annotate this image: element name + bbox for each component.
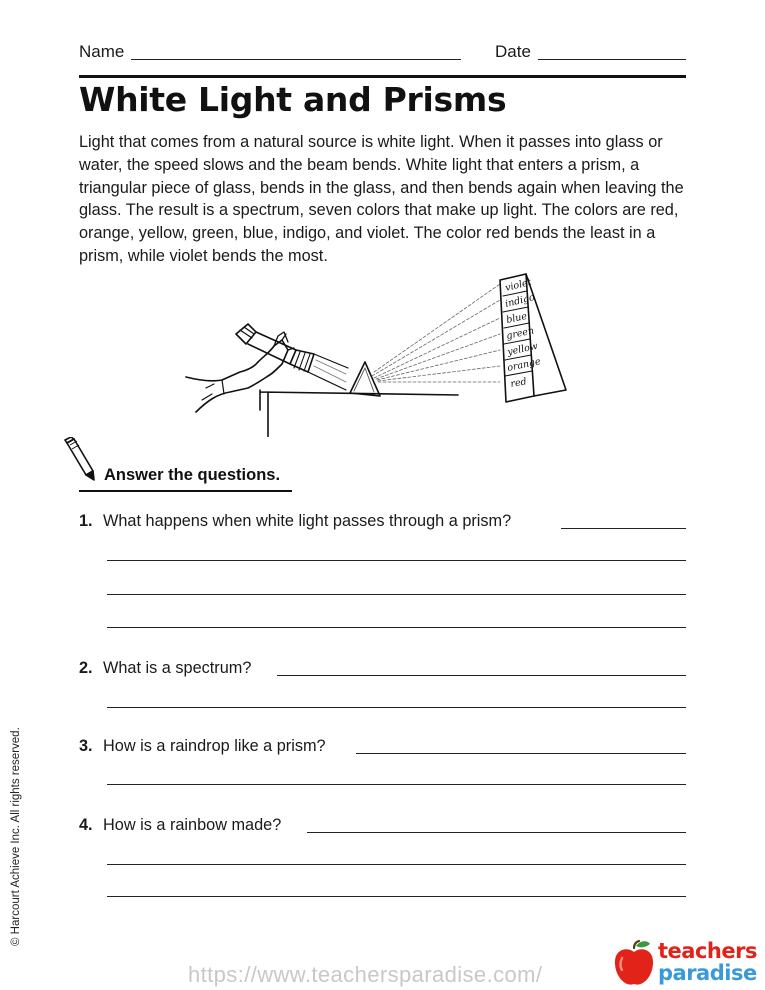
answer-line[interactable] xyxy=(356,753,686,754)
question-3 xyxy=(79,737,326,756)
answer-line[interactable] xyxy=(561,528,686,529)
question-4 xyxy=(79,816,281,835)
spectrum-label-indigo: indigo xyxy=(504,291,536,310)
name-label: Name xyxy=(79,42,125,61)
spectrum-label-orange: orange xyxy=(506,356,542,374)
answer-line[interactable] xyxy=(107,560,686,561)
answer-line[interactable] xyxy=(307,832,686,833)
spectrum-label-green: green xyxy=(505,325,536,342)
name-field-line[interactable] xyxy=(131,59,461,60)
intro-paragraph: Light that comes from a natural source is white light. When it passes into glass or water, the speed slows and the beam bends. White light that enters a prism, a triangular piece of glass, bends in the glass, and then bends again when leaving the glass. The result is a spectrum, seven colors that make up light. The colors are red, orange, yellow, green, blue, indigo, and violet. The color red bends the least in a prism, while violet bends the most. xyxy=(79,133,684,265)
table-ledge xyxy=(260,390,458,437)
title-rule xyxy=(79,75,686,78)
name-date-row xyxy=(79,42,686,64)
answer-section-header xyxy=(62,437,302,497)
date-label: Date xyxy=(495,42,531,61)
answer-line[interactable] xyxy=(107,627,686,628)
answer-line[interactable] xyxy=(277,675,686,676)
prism-illustration xyxy=(178,272,598,437)
question-text: How is a rainbow made? xyxy=(103,816,282,834)
question-number: 2. xyxy=(79,659,93,677)
question-number: 4. xyxy=(79,816,93,834)
answer-line[interactable] xyxy=(107,864,686,865)
pencil-icon xyxy=(62,437,102,481)
date-field-line[interactable] xyxy=(538,59,686,60)
section-instruction: Answer the questions. xyxy=(104,466,281,484)
question-text: What is a spectrum? xyxy=(103,659,252,677)
question-2 xyxy=(79,659,251,678)
spectrum-label-violet: violet xyxy=(504,276,533,294)
logo-word-paradise: paradise xyxy=(658,961,757,985)
question-text: How is a raindrop like a prism? xyxy=(103,737,326,755)
page-title: White Light and Prisms xyxy=(79,80,507,119)
copyright-notice: © Harcourt Achieve Inc. All rights reserved. xyxy=(10,727,22,946)
question-text: What happens when white light passes through a prism? xyxy=(103,512,512,530)
answer-line[interactable] xyxy=(107,784,686,785)
answer-line[interactable] xyxy=(107,707,686,708)
logo-word-teachers: teachers xyxy=(658,939,757,963)
question-1 xyxy=(79,512,511,531)
answer-line[interactable] xyxy=(107,896,686,897)
question-number: 3. xyxy=(79,737,93,755)
spectrum-label-blue: blue xyxy=(505,310,529,326)
watermark-url[interactable]: https://www.teachersparadise.com/ xyxy=(188,962,543,987)
spectrum-label-red: red xyxy=(509,376,528,390)
section-rule xyxy=(79,490,292,492)
question-number: 1. xyxy=(79,512,93,530)
answer-line[interactable] xyxy=(107,594,686,595)
spectrum-label-yellow: yellow xyxy=(506,340,539,358)
apple-icon xyxy=(612,940,656,988)
teachers-paradise-logo[interactable] xyxy=(608,938,765,990)
